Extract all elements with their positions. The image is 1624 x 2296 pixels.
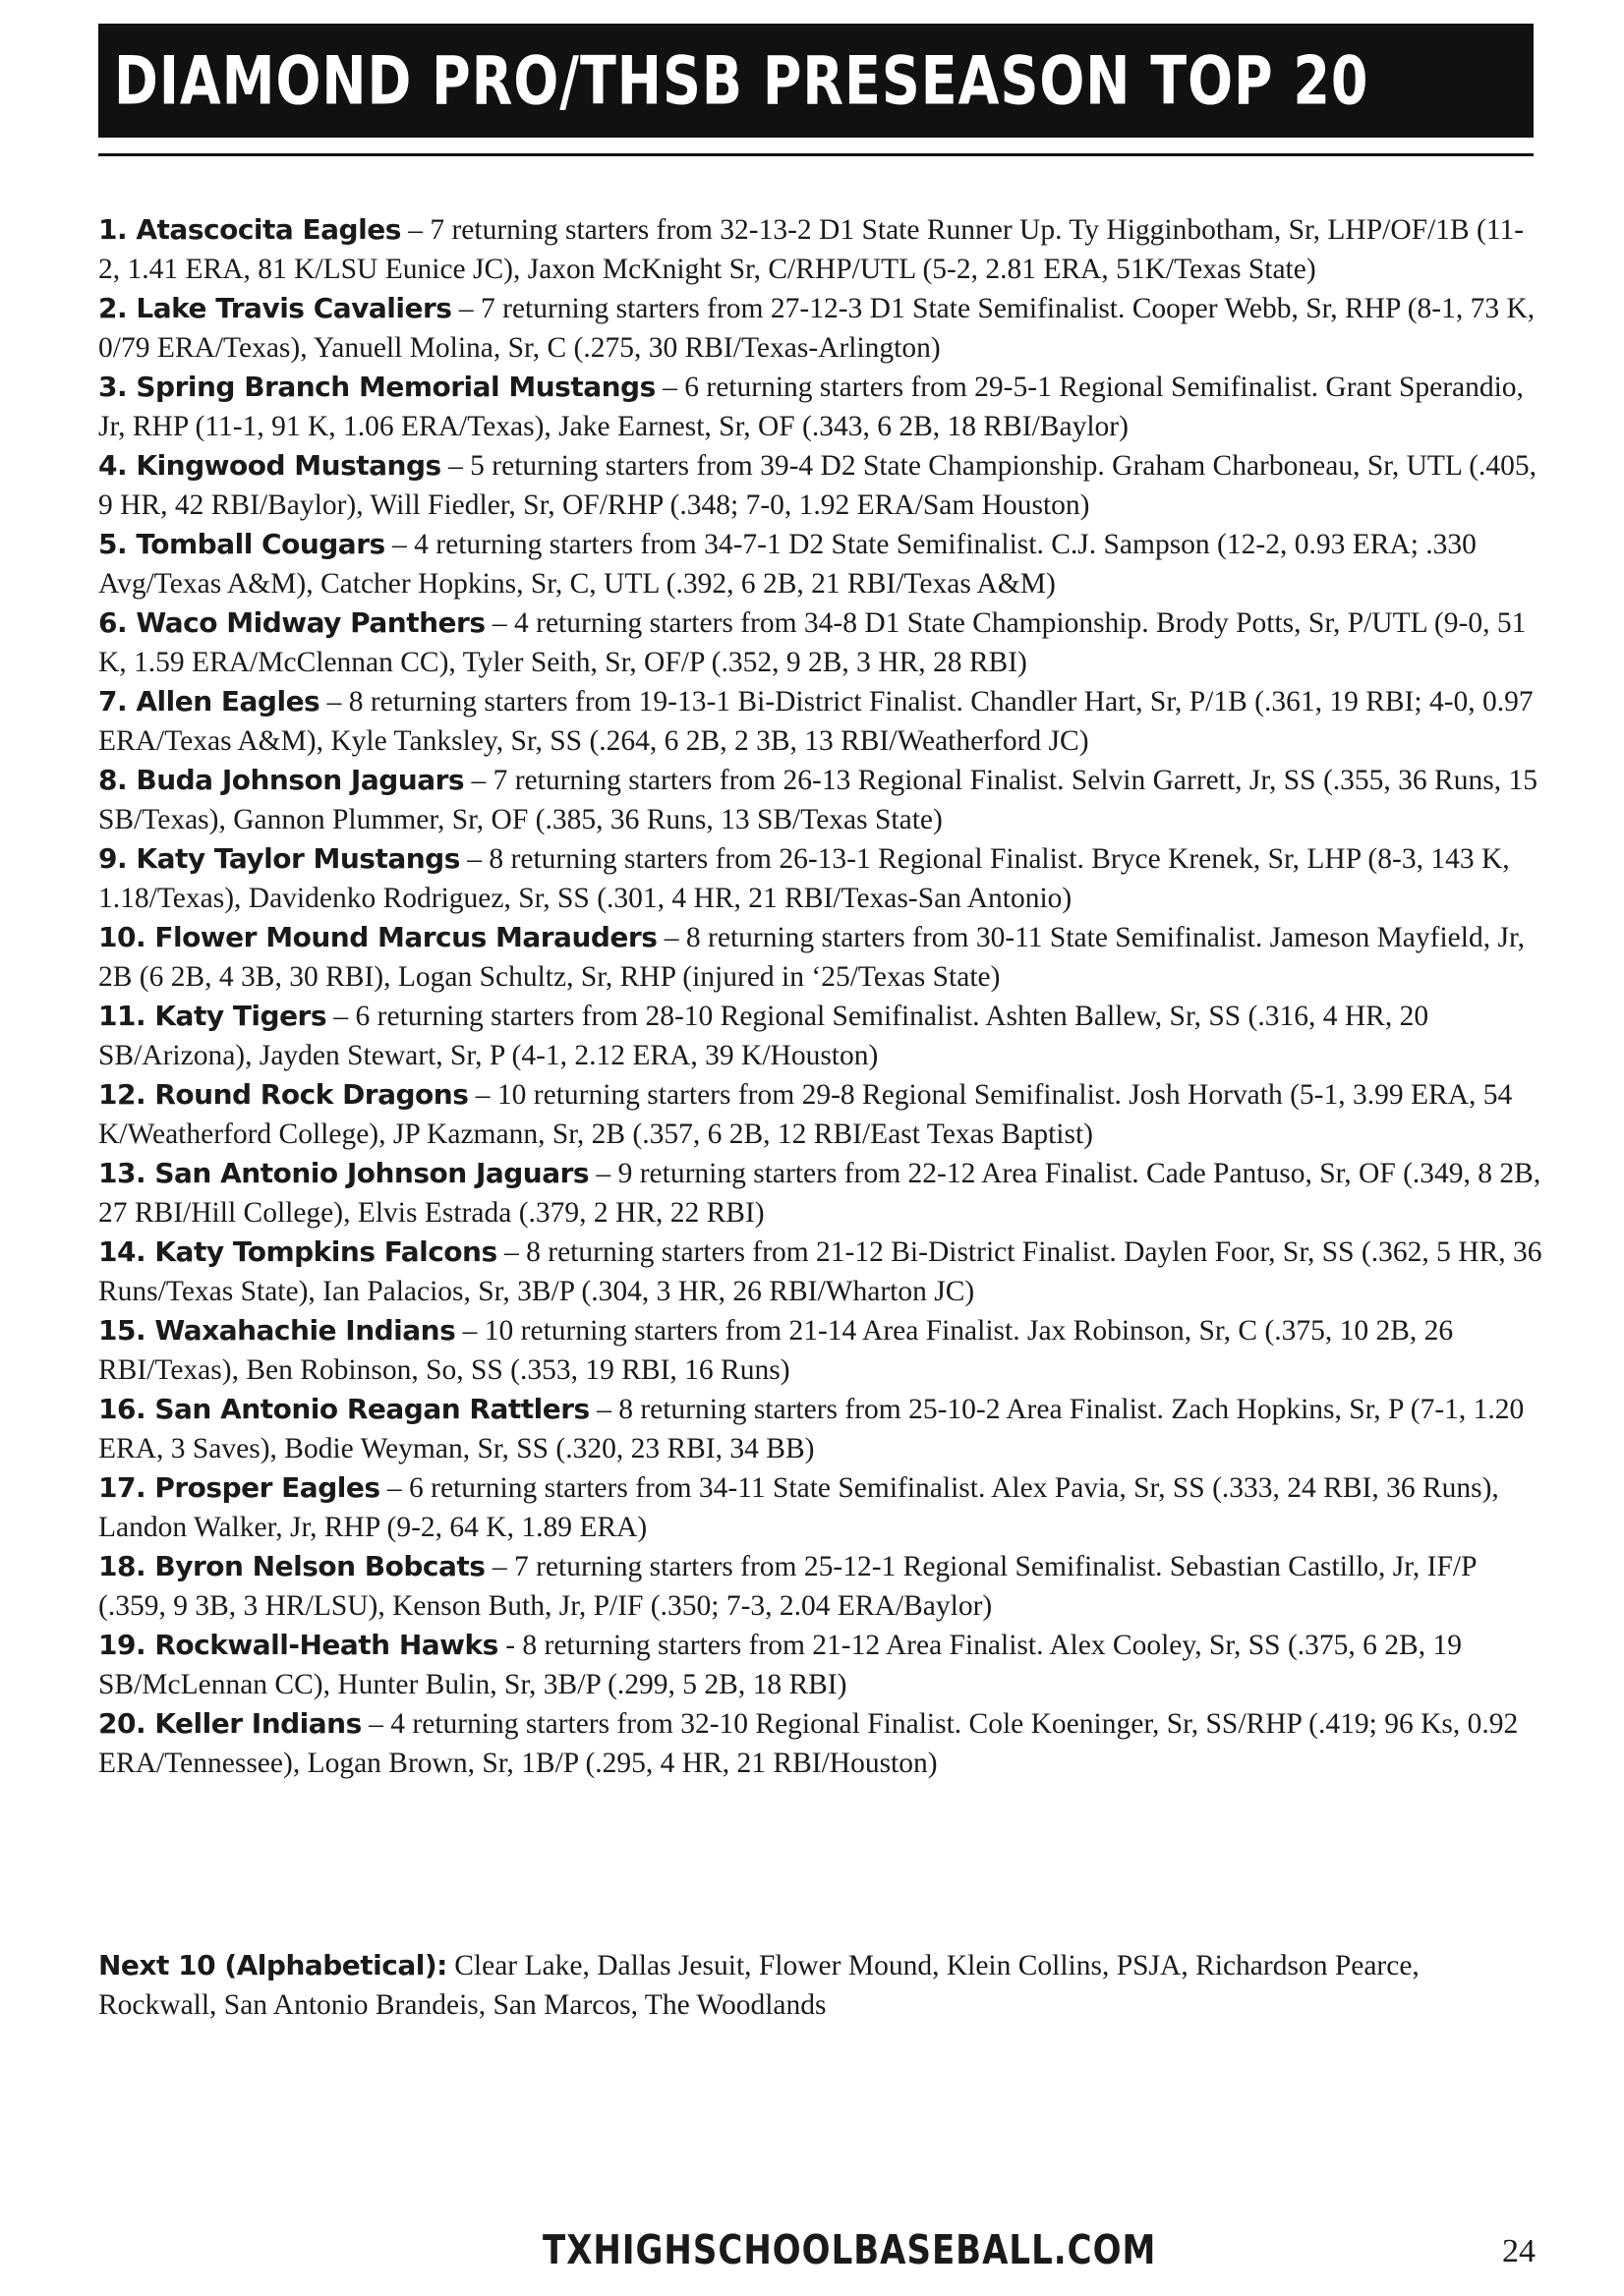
team-name: 6. Waco Midway Panthers [98, 606, 486, 639]
ranking-entry [98, 761, 1543, 839]
team-details: – 8 returning starters from 30-11 State Semifinalist. Jameson Mayfield, Jr, 2B (6 2B, 4 3B, 30 RBI), Logan Schultz, Sr, RHP (injured in ‘25/Texas State) [98, 922, 1525, 993]
ranking-entry [98, 918, 1543, 997]
team-details: – 10 returning starters from 29-8 Regional Semifinalist. Josh Horvath (5-1, 3.99 ERA, 54 K/Weatherford College), JP Kazmann, Sr, 2B (.357, 6 2B, 12 RBI/East Texas Baptist) [98, 1079, 1513, 1150]
team-name: 4. Kingwood Mustangs [98, 449, 441, 482]
team-name: 11. Katy Tigers [98, 1000, 327, 1032]
ranking-entry [98, 368, 1543, 446]
team-details: – 7 returning starters from 25-12-1 Regional Semifinalist. Sebastian Castillo, Jr, IF/P (.359, 9 3B, 3 HR/LSU), Kenson Buth, Jr, P/IF (.350; 7-3, 2.04 ERA/Baylor) [98, 1551, 1477, 1622]
team-name: 2. Lake Travis Cavaliers [98, 292, 452, 324]
team-name: 3. Spring Branch Memorial Mustangs [98, 371, 656, 403]
team-name: 10. Flower Mound Marcus Marauders [98, 921, 658, 953]
ranking-entry [98, 1233, 1543, 1311]
team-name: 16. San Antonio Reagan Rattlers [98, 1393, 590, 1425]
ranking-entry [98, 289, 1543, 368]
next-ten-label: Next 10 (Alphabetical): [98, 1949, 447, 1981]
footer-website: TXHIGHSCHOOLBASEBALL.COM [543, 2227, 1157, 2274]
page-title: DIAMOND PRO/THSB PRESEASON TOP 20 [114, 41, 1369, 120]
team-details: – 9 returning starters from 22-12 Area Finalist. Cade Pantuso, Sr, OF (.349, 8 2B, 27 RBI/Hill College), Elvis Estrada (.379, 2 HR, 22 RBI) [98, 1158, 1541, 1229]
team-details: – 5 returning starters from 39-4 D2 State Championship. Graham Charboneau, Sr, UTL (.405, 9 HR, 42 RBI/Baylor), Will Fiedler, Sr, OF/RHP (.348; 7-0, 1.92 ERA/Sam Houston) [98, 450, 1537, 521]
team-details: – 7 returning starters from 26-13 Regional Finalist. Selvin Garrett, Jr, SS (.355, 36 Runs, 15 SB/Texas), Gannon Plummer, Sr, OF (.385, 36 Runs, 13 SB/Texas State) [98, 765, 1537, 835]
team-name: 19. Rockwall-Heath Hawks [98, 1629, 498, 1661]
team-name: 7. Allen Eagles [98, 685, 320, 718]
team-details: - 8 returning starters from 21-12 Area Finalist. Alex Cooley, Sr, SS (.375, 6 2B, 19 SB/McLennan CC), Hunter Bulin, Sr, 3B/P (.299, 5 2B, 18 RBI) [98, 1630, 1462, 1700]
next-ten-section [98, 1946, 1543, 2025]
ranking-entry [98, 1311, 1543, 1390]
team-name: 8. Buda Johnson Jaguars [98, 764, 465, 796]
team-details: – 4 returning starters from 34-7-1 D2 State Semifinalist. C.J. Sampson (12-2, 0.93 ERA; .330 Avg/Texas A&M), Catcher Hopkins, Sr, C, UTL (.392, 6 2B, 21 RBI/Texas A&M) [98, 529, 1477, 600]
ranking-entry [98, 446, 1543, 525]
team-details: – 8 returning starters from 25-10-2 Area Finalist. Zach Hopkins, Sr, P (7-1, 1.20 ERA, 3 Saves), Bodie Weyman, Sr, SS (.320, 23 RBI, 34 BB) [98, 1394, 1525, 1464]
team-details: – 6 returning starters from 34-11 State Semifinalist. Alex Pavia, Sr, SS (.333, 24 RBI, 36 Runs), Landon Walker, Jr, RHP (9-2, 64 K, 1.89 ERA) [98, 1472, 1499, 1543]
team-name: 9. Katy Taylor Mustangs [98, 842, 460, 875]
rankings-list [98, 210, 1543, 1783]
ranking-entry [98, 1626, 1543, 1704]
team-name: 17. Prosper Eagles [98, 1471, 380, 1504]
ranking-entry [98, 603, 1543, 682]
ranking-entry [98, 1704, 1543, 1783]
header-divider [98, 153, 1534, 156]
team-details: – 6 returning starters from 28-10 Regional Semifinalist. Ashten Ballew, Sr, SS (.316, 4 HR, 20 SB/Arizona), Jayden Stewart, Sr, P (4-1, 2.12 ERA, 39 K/Houston) [98, 1001, 1429, 1071]
team-name: 15. Waxahachie Indians [98, 1314, 456, 1347]
team-name: 18. Byron Nelson Bobcats [98, 1550, 486, 1582]
team-details: – 8 returning starters from 26-13-1 Regional Finalist. Bryce Krenek, Sr, LHP (8-3, 143 K, 1.18/Texas), Davidenko Rodriguez, Sr, SS (.301, 4 HR, 21 RBI/Texas-San Antonio) [98, 843, 1510, 914]
team-details: – 8 returning starters from 21-12 Bi-District Finalist. Daylen Foor, Sr, SS (.362, 5 HR, 36 Runs/Texas State), Ian Palacios, Sr, 3B/P (.304, 3 HR, 26 RBI/Wharton JC) [98, 1236, 1542, 1307]
ranking-entry [98, 839, 1543, 918]
next-ten-teams: Clear Lake, Dallas Jesuit, Flower Mound, Klein Collins, PSJA, Richardson Pearce, Rockwall, San Antonio Brandeis, San Marcos, The Woodlands [98, 1950, 1420, 2021]
ranking-entry [98, 1075, 1543, 1154]
team-details: – 8 returning starters from 19-13-1 Bi-District Finalist. Chandler Hart, Sr, P/1B (.361, 19 RBI; 4-0, 0.97 ERA/Texas A&M), Kyle Tanksley, Sr, SS (.264, 6 2B, 2 3B, 13 RBI/Weatherford JC) [98, 686, 1534, 757]
team-details: – 10 returning starters from 21-14 Area Finalist. Jax Robinson, Sr, C (.375, 10 2B, 26 RBI/Texas), Ben Robinson, So, SS (.353, 19 RBI, 16 Runs) [98, 1315, 1454, 1386]
team-details: – 4 returning starters from 34-8 D1 State Championship. Brody Potts, Sr, P/UTL (9-0, 51 K, 1.59 ERA/McClennan CC), Tyler Seith, Sr, OF/P (.352, 9 2B, 3 HR, 28 RBI) [98, 607, 1527, 678]
header-banner [98, 24, 1534, 138]
team-name: 20. Keller Indians [98, 1707, 362, 1740]
team-name: 12. Round Rock Dragons [98, 1078, 469, 1111]
ranking-entry [98, 1154, 1543, 1233]
team-details: – 4 returning starters from 32-10 Regional Finalist. Cole Koeninger, Sr, SS/RHP (.419; 96 Ks, 0.92 ERA/Tennessee), Logan Brown, Sr, 1B/P (.295, 4 HR, 21 RBI/Houston) [98, 1708, 1519, 1779]
ranking-entry [98, 682, 1543, 761]
team-details: – 7 returning starters from 32-13-2 D1 State Runner Up. Ty Higginbotham, Sr, LHP/OF/1B (11-2, 1.41 ERA, 81 K/LSU Eunice JC), Jaxon McKnight Sr, C/RHP/UTL (5-2, 2.81 ERA, 51K/Texas State) [98, 214, 1525, 285]
ranking-entry [98, 1390, 1543, 1468]
ranking-entry [98, 1547, 1543, 1626]
ranking-entry [98, 997, 1543, 1075]
team-details: – 7 returning starters from 27-12-3 D1 State Semifinalist. Cooper Webb, Sr, RHP (8-1, 73 K, 0/79 ERA/Texas), Yanuell Molina, Sr, C (.275, 30 RBI/Texas-Arlington) [98, 293, 1536, 364]
team-name: 13. San Antonio Johnson Jaguars [98, 1157, 590, 1189]
team-details: – 6 returning starters from 29-5-1 Regional Semifinalist. Grant Sperandio, Jr, RHP (11-1, 91 K, 1.06 ERA/Texas), Jake Earnest, Sr, OF (.343, 6 2B, 18 RBI/Baylor) [98, 372, 1524, 442]
team-name: 5. Tomball Cougars [98, 528, 385, 560]
ranking-entry [98, 525, 1543, 603]
page-number: 24 [1502, 2233, 1536, 2269]
ranking-entry [98, 1468, 1543, 1547]
team-name: 1. Atascocita Eagles [98, 213, 401, 246]
team-name: 14. Katy Tompkins Falcons [98, 1235, 497, 1268]
ranking-entry [98, 210, 1543, 289]
